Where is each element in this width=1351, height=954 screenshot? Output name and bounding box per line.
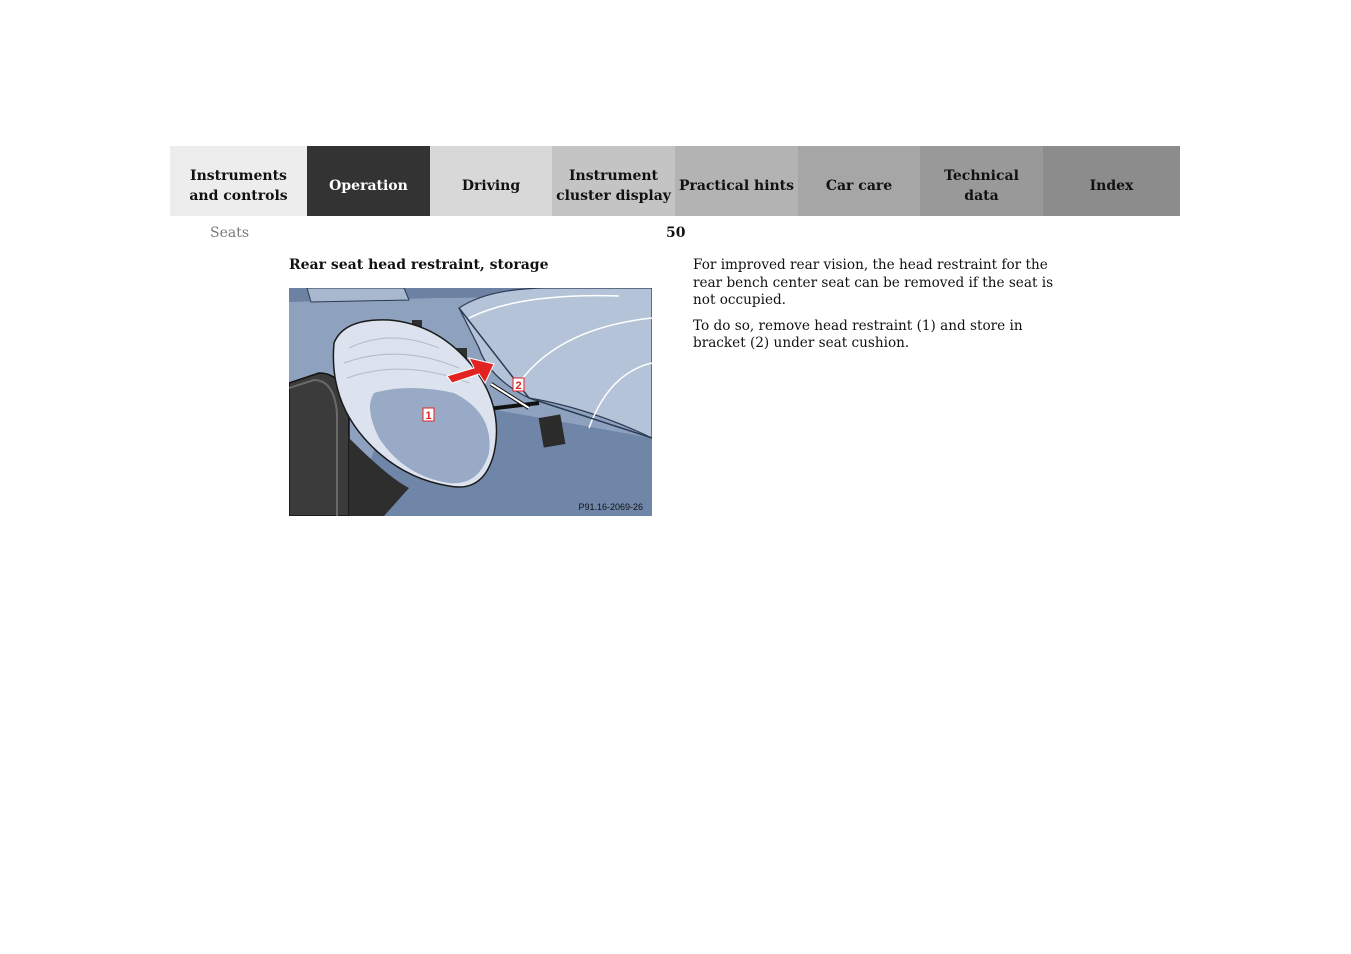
body-text: [693, 257, 1063, 361]
page-number: 50: [666, 225, 686, 241]
figure-code: P91.16-2069-26: [578, 502, 643, 512]
tab-index[interactable]: Index: [1043, 146, 1180, 216]
paragraph: To do so, remove head restraint (1) and store in bracket (2) under seat cushion.: [693, 317, 1023, 351]
tab-driving[interactable]: Driving: [430, 146, 552, 216]
illustration-drawing: [289, 288, 652, 516]
paragraph: For improved rear vision, the head restraint for the rear bench center seat can be removed if the seat is not occupied.: [693, 257, 1054, 308]
head-restraint-illustration: [289, 288, 652, 516]
callout-2: 2: [515, 380, 522, 392]
tab-practical-hints[interactable]: Practical hints: [675, 146, 798, 216]
section-heading: Rear seat head restraint, storage: [289, 257, 549, 273]
tab-technical-data[interactable]: Technical data: [920, 146, 1043, 216]
section-label: Seats: [210, 225, 250, 241]
tab-instruments-and-controls[interactable]: Instruments and controls: [170, 146, 307, 216]
chapter-nav: [170, 146, 1180, 216]
callout-1: 1: [425, 410, 432, 422]
tab-instrument-cluster-display[interactable]: Instrument cluster display: [552, 146, 675, 216]
tab-car-care[interactable]: Car care: [798, 146, 920, 216]
tab-operation[interactable]: Operation: [307, 146, 430, 216]
